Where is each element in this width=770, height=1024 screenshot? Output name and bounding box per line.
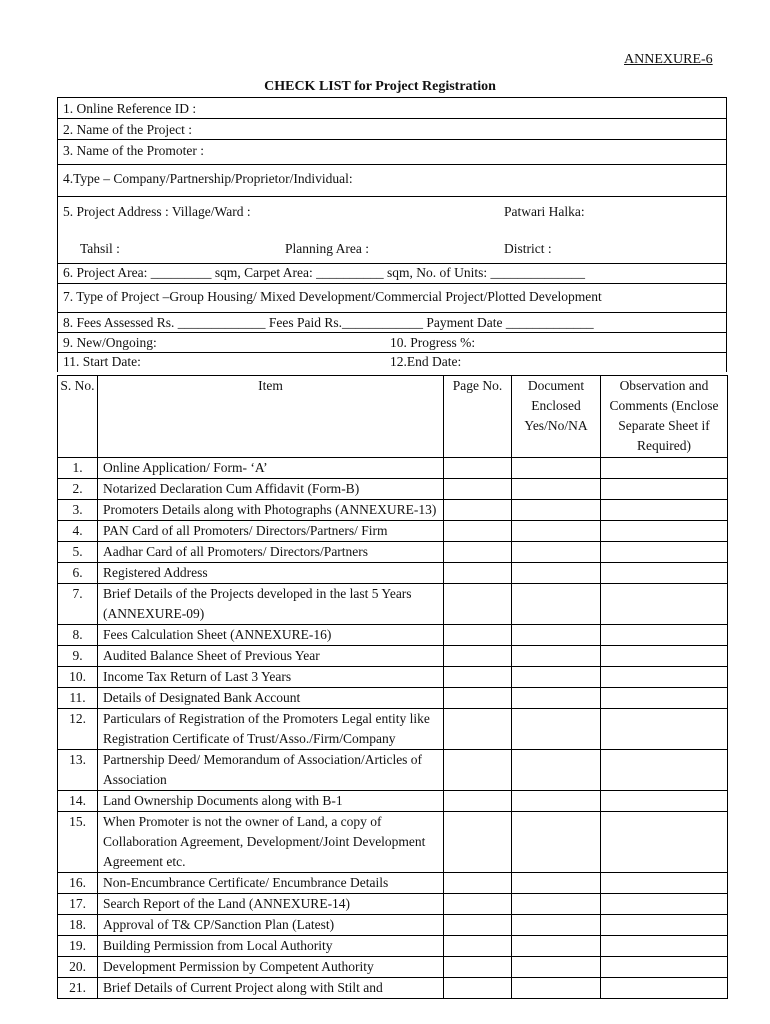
row-document-enclosed[interactable] [512,584,601,625]
row-observation[interactable] [601,750,728,791]
table-row [58,894,728,915]
end-date-label: 12.End Date: [390,354,462,369]
row-item: Income Tax Return of Last 3 Years [98,667,444,688]
table-row [58,584,728,625]
table-header-row [58,376,728,458]
project-header-form [57,97,727,372]
row-observation[interactable] [601,894,728,915]
field-label: 9. New/Ongoing: [63,335,157,350]
row-page-no[interactable] [444,667,512,688]
row-observation[interactable] [601,667,728,688]
row-observation[interactable] [601,709,728,750]
row-item: PAN Card of all Promoters/ Directors/Partners/ Firm [98,521,444,542]
row-page-no[interactable] [444,978,512,999]
row-observation[interactable] [601,542,728,563]
row-item: Approval of T& CP/Sanction Plan (Latest) [98,915,444,936]
patwari-label: Patwari Halka: [504,204,585,219]
row-page-no[interactable] [444,584,512,625]
table-row [58,479,728,500]
row-observation[interactable] [601,479,728,500]
table-row [58,667,728,688]
row-document-enclosed[interactable] [512,894,601,915]
row-page-no[interactable] [444,709,512,750]
row-document-enclosed[interactable] [512,667,601,688]
row-number: 10. [58,667,98,688]
field-project-area[interactable] [58,264,726,284]
col-header-sno: S. No. [58,376,98,458]
row-item: Development Permission by Competent Authority [98,957,444,978]
row-number: 1. [58,458,98,479]
row-observation[interactable] [601,688,728,709]
row-page-no[interactable] [444,688,512,709]
row-document-enclosed[interactable] [512,479,601,500]
col-header-document: Document Enclosed Yes/No/NA [512,376,601,458]
col-header-item: Item [98,376,444,458]
row-page-no[interactable] [444,894,512,915]
row-page-no[interactable] [444,563,512,584]
field-label: 7. Type of Project –Group Housing/ Mixed Development/Commercial Project/Plotted Development [63,289,602,304]
row-document-enclosed[interactable] [512,709,601,750]
col-header-observation: Observation and Comments (Enclose Separate Sheet if Required) [601,376,728,458]
row-item: Land Ownership Documents along with B-1 [98,791,444,812]
annexure-label: ANNEXURE-6 [624,52,713,67]
row-page-no[interactable] [444,625,512,646]
row-page-no[interactable] [444,812,512,873]
row-document-enclosed[interactable] [512,791,601,812]
field-label: 5. Project Address : Village/Ward : [63,204,251,219]
row-document-enclosed[interactable] [512,978,601,999]
row-document-enclosed[interactable] [512,936,601,957]
row-number: 9. [58,646,98,667]
row-number: 5. [58,542,98,563]
field-label: 2. Name of the Project : [63,122,192,137]
row-page-no[interactable] [444,646,512,667]
row-item: Promoters Details along with Photographs (ANNEXURE-13) [98,500,444,521]
row-page-no[interactable] [444,873,512,894]
field-fees[interactable] [58,313,726,333]
table-row [58,563,728,584]
row-item: Details of Designated Bank Account [98,688,444,709]
district-label: District : [504,241,552,256]
row-document-enclosed[interactable] [512,957,601,978]
row-page-no[interactable] [444,521,512,542]
row-document-enclosed[interactable] [512,915,601,936]
table-row [58,957,728,978]
table-row [58,791,728,812]
row-number: 12. [58,709,98,750]
row-number: 8. [58,625,98,646]
row-document-enclosed[interactable] [512,873,601,894]
row-number: 16. [58,873,98,894]
field-dates[interactable] [58,353,726,372]
table-row [58,542,728,563]
tahsil-label: Tahsil : [80,241,120,256]
field-label: 8. Fees Assessed Rs. _____________ Fees Paid Rs.____________ Payment Date _____________ [63,315,594,330]
table-row [58,915,728,936]
field-project-name[interactable] [58,119,726,140]
row-document-enclosed[interactable] [512,500,601,521]
col-header-page: Page No. [444,376,512,458]
row-item: Partnership Deed/ Memorandum of Association/Articles of Association [98,750,444,791]
row-document-enclosed[interactable] [512,688,601,709]
table-row [58,521,728,542]
row-observation[interactable] [601,915,728,936]
table-row [58,978,728,999]
field-promoter-name[interactable] [58,140,726,165]
row-document-enclosed[interactable] [512,646,601,667]
table-row [58,709,728,750]
field-label: 1. Online Reference ID : [63,101,197,116]
row-page-no[interactable] [444,500,512,521]
row-item: Audited Balance Sheet of Previous Year [98,646,444,667]
table-row [58,873,728,894]
field-online-reference-id[interactable] [58,98,726,119]
row-number: 11. [58,688,98,709]
row-item: Non-Encumbrance Certificate/ Encumbrance Details [98,873,444,894]
row-page-no[interactable] [444,915,512,936]
row-item: Online Application/ Form- ‘A’ [98,458,444,479]
field-type[interactable] [58,165,726,197]
row-observation[interactable] [601,936,728,957]
row-page-no[interactable] [444,957,512,978]
planning-area-label: Planning Area : [285,241,369,256]
table-row [58,688,728,709]
row-item: Aadhar Card of all Promoters/ Directors/Partners [98,542,444,563]
row-item: Search Report of the Land (ANNEXURE-14) [98,894,444,915]
field-label: 4.Type – Company/Partnership/Proprietor/Individual: [63,171,353,186]
row-item: Notarized Declaration Cum Affidavit (Form-B) [98,479,444,500]
field-label: 6. Project Area: _________ sqm, Carpet Area: __________ sqm, No. of Units: ______________ [63,265,585,280]
row-observation[interactable] [601,500,728,521]
row-document-enclosed[interactable] [512,563,601,584]
field-project-address[interactable] [58,197,726,264]
row-number: 7. [58,584,98,625]
row-page-no[interactable] [444,791,512,812]
row-number: 4. [58,521,98,542]
row-number: 15. [58,812,98,873]
row-number: 21. [58,978,98,999]
row-number: 17. [58,894,98,915]
field-label: 3. Name of the Promoter : [63,143,204,158]
row-document-enclosed[interactable] [512,542,601,563]
row-number: 3. [58,500,98,521]
row-document-enclosed[interactable] [512,812,601,873]
row-number: 20. [58,957,98,978]
row-document-enclosed[interactable] [512,458,601,479]
field-project-type[interactable] [58,284,726,313]
table-row [58,812,728,873]
row-observation[interactable] [601,873,728,894]
row-observation[interactable] [601,812,728,873]
table-row [58,646,728,667]
row-observation[interactable] [601,978,728,999]
progress-label: 10. Progress %: [390,335,476,350]
row-document-enclosed[interactable] [512,750,601,791]
row-observation[interactable] [601,458,728,479]
row-observation[interactable] [601,957,728,978]
row-number: 18. [58,915,98,936]
row-item: Brief Details of the Projects developed in the last 5 Years (ANNEXURE-09) [98,584,444,625]
table-row [58,500,728,521]
row-item: Particulars of Registration of the Promoters Legal entity like Registration Certificate of Trust/Asso./Firm/Company [98,709,444,750]
table-row [58,936,728,957]
row-observation[interactable] [601,791,728,812]
checklist-table [57,375,728,999]
page-title: CHECK LIST for Project Registration [264,79,496,94]
row-page-no[interactable] [444,542,512,563]
row-observation[interactable] [601,625,728,646]
start-date-label: 11. Start Date: [63,354,141,369]
row-document-enclosed[interactable] [512,521,601,542]
row-number: 14. [58,791,98,812]
row-document-enclosed[interactable] [512,625,601,646]
row-item: Brief Details of Current Project along with Stilt and [98,978,444,999]
row-observation[interactable] [601,521,728,542]
row-observation[interactable] [601,646,728,667]
row-item: Fees Calculation Sheet (ANNEXURE-16) [98,625,444,646]
row-page-no[interactable] [444,750,512,791]
row-observation[interactable] [601,584,728,625]
row-number: 2. [58,479,98,500]
field-new-ongoing[interactable] [58,333,726,353]
row-page-no[interactable] [444,479,512,500]
table-row [58,625,728,646]
row-page-no[interactable] [444,936,512,957]
row-item: Registered Address [98,563,444,584]
row-number: 6. [58,563,98,584]
row-observation[interactable] [601,563,728,584]
table-row [58,458,728,479]
row-page-no[interactable] [444,458,512,479]
row-number: 19. [58,936,98,957]
row-number: 13. [58,750,98,791]
row-item: Building Permission from Local Authority [98,936,444,957]
table-row [58,750,728,791]
row-item: When Promoter is not the owner of Land, a copy of Collaboration Agreement, Development/Joint Development Agreement etc. [98,812,444,873]
